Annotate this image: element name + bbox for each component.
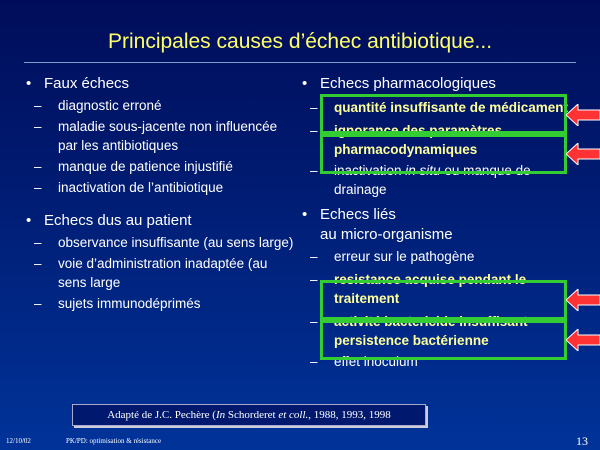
arrow-left-icon: [566, 289, 600, 311]
left-column: [24, 74, 294, 315]
footer-date: 12/10/02: [6, 437, 31, 445]
bullet-echecs-micro-organisme: • Echecs liés au micro-organisme: [300, 205, 576, 245]
list-item: – maladie sous-jacente non influencée par les antibiotiques: [34, 119, 278, 153]
list-item: – erreur sur le pathogène: [310, 249, 475, 264]
list-item: – voie d’administration inadaptée (au sens large: [34, 256, 268, 290]
title-divider: [24, 62, 576, 63]
list-item-highlighted: – resistance acquise pendant le traitement: [310, 272, 527, 306]
arrow-left-icon: [566, 329, 600, 351]
list-item-highlighted: – activité bactericide insuffisant persistence bactérienne: [310, 314, 528, 348]
arrow-left-icon: [566, 104, 600, 126]
arrow-left-icon: [566, 143, 600, 165]
list-item: – effet inoculum: [310, 354, 418, 369]
slide-title: Principales causes d’échec antibiotique...: [107, 30, 493, 53]
list-item: – inactivation de l’antibiotique: [34, 180, 224, 195]
bullet-faux-echecs: • Faux échecs: [24, 74, 294, 94]
highlight-box-quantite: [320, 94, 567, 134]
highlight-box-ignorance: [320, 134, 567, 174]
highlight-box-activite: [320, 320, 567, 360]
list-item: – manque de patience injustifié: [34, 159, 233, 174]
bullet-echecs-pharmacologiques: • Echecs pharmacologiques: [300, 74, 576, 94]
list-item: – sujets immunodéprimés: [34, 296, 201, 311]
bullet-echecs-patient: • Echecs dus au patient: [24, 211, 294, 231]
footer-text: PK/PD: optimisation & résistance: [66, 437, 162, 445]
list-item-highlighted: – quantité insuffisante de médicament: [310, 100, 569, 115]
highlight-box-resistance: [320, 280, 567, 320]
list-item-highlighted: – ignorance des paramètres pharmacodynamiques: [310, 123, 503, 157]
source-credit: Adapté de J.C. Pechère (In Schorderet et coll., 1988, 1993, 1998: [72, 404, 426, 426]
list-item: – observance insuffisante (au sens large): [34, 235, 294, 250]
list-item: – inactivation in situ ou manque de drainage: [310, 163, 531, 197]
list-item: – diagnostic erroné: [34, 98, 162, 113]
page-number: 13: [576, 434, 588, 448]
